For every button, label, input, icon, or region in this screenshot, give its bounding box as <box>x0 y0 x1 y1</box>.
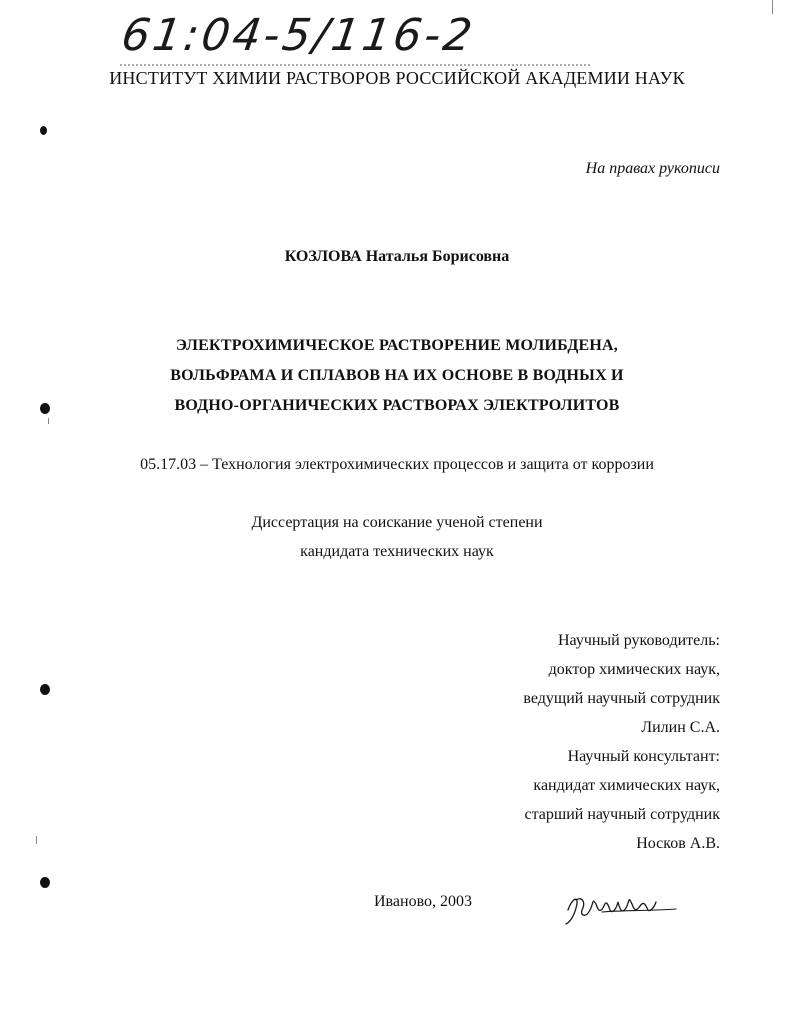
supervisor-degree: доктор химических наук, <box>548 661 720 678</box>
institute-name: ИНСТИТУТ ХИМИИ РАСТВОРОВ РОССИЙСКОЙ АКАДЕМИИ НАУК <box>109 68 685 88</box>
consultant-name: Носков А.В. <box>636 835 720 852</box>
supervisor-label: Научный руководитель: <box>557 632 720 649</box>
degree-line-2: кандидата технических наук <box>300 543 494 560</box>
author-signature <box>562 880 682 930</box>
supervisor-name: Лилин С.А. <box>641 719 720 736</box>
binding-hole-mark <box>40 684 50 695</box>
specialty-code: 05.17.03 – Технология электрохимических процессов и защита от коррозии <box>140 456 654 473</box>
binding-hole-mark <box>40 877 50 888</box>
city-year: Иваново, 2003 <box>374 893 473 910</box>
archive-number: 61:04-5/116-2 <box>118 10 478 61</box>
consultant-label: Научный консультант: <box>567 748 720 765</box>
rights-note: На правах рукописи <box>585 160 720 177</box>
consultant-degree: кандидат химических наук, <box>533 777 720 794</box>
title-line-2: ВОЛЬФРАМА И СПЛАВОВ НА ИХ ОСНОВЕ В ВОДНЫХ И <box>170 367 624 384</box>
degree-line-1: Диссертация на соискание ученой степени <box>251 514 543 531</box>
supervisor-position: ведущий научный сотрудник <box>523 690 720 707</box>
binding-hole-mark <box>40 403 50 414</box>
scan-tick <box>36 836 37 844</box>
author-name: КОЗЛОВА Наталья Борисовна <box>284 248 510 265</box>
consultant-position: старший научный сотрудник <box>524 806 720 823</box>
scan-tick <box>772 0 773 14</box>
title-line-3: ВОДНО-ОРГАНИЧЕСКИХ РАСТВОРАХ ЭЛЕКТРОЛИТОВ <box>174 397 620 414</box>
scan-tick <box>48 418 49 424</box>
title-line-1: ЭЛЕКТРОХИМИЧЕСКОЕ РАСТВОРЕНИЕ МОЛИБДЕНА, <box>175 337 619 354</box>
binding-hole-mark <box>40 126 47 135</box>
